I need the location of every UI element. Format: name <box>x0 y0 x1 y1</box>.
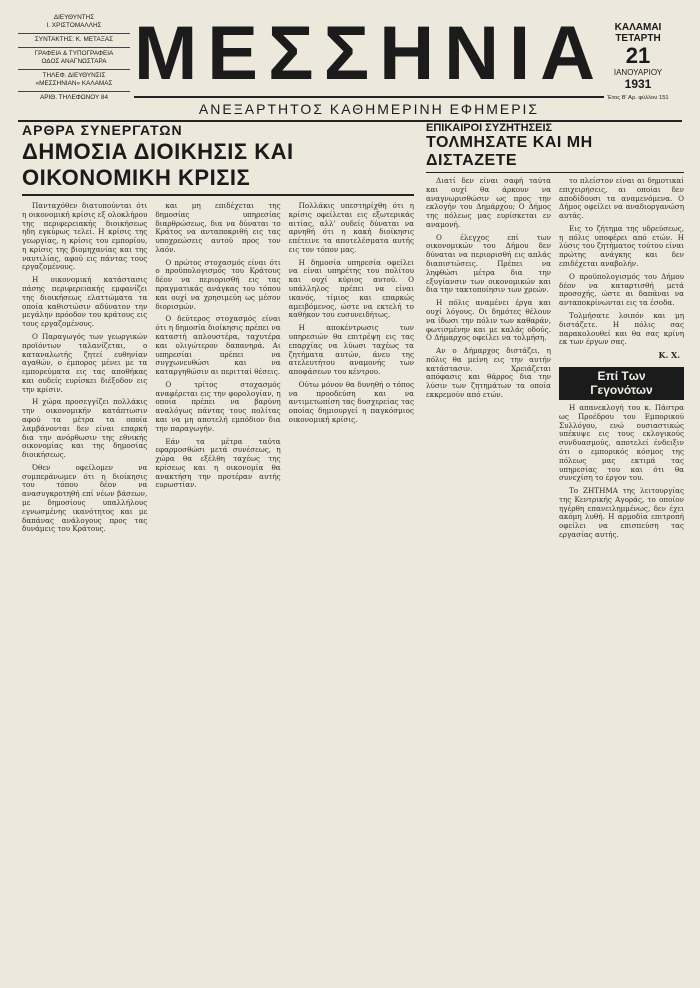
paragraph: Πανταχόθεν διατυπούνται ότι η οικονομική κρίσις εξ ολοκλήρου της περιφερειακής διοικήσεως ηδη εγκύρως τελεί. Η κρίσις της γεωργίας, η κρίσις του εμπορίου, η κρίσις της βιομηχανίας και της ναυτιλίας, αφού εις πάντας τους εργαζομένους. <box>22 201 148 272</box>
article-headline: ΔΗΜΟΣΙΑ ΔΙΟΙΚΗΣΙΣ ΚΑΙ ΟΙΚΟΝΟΜΙΚΗ ΚΡΙΣΙΣ <box>22 139 414 196</box>
paragraph: Η χώρα προσεγγίζει πολλάκις την οικονομικήν κατάπτωσιν αφού τα μέτρα τα οποία λαμβάνονται δεν είναι επαρκή δια την ανόρθωσιν της εθνικής οικονομίας και της δημοσίας διοικήσεως. <box>22 397 148 460</box>
events-box-title: Επί Των Γεγονότων <box>559 367 684 400</box>
paragraph: Τολμήσατε λοιπόν και μη διστάζετε. Η πόλις σας παρακολουθεί και θα σας κρίνη εκ των έργων σας. <box>559 310 684 347</box>
issue-number: Έτος Β' Αρ. φύλλου 151 <box>607 95 669 101</box>
article-section-label: ΑΡΘΡΑ ΣΥΝΕΡΓΑΤΩΝ <box>22 122 183 138</box>
writer-name: ΣΥΝΤΑΚΤΗΣ: Κ. ΜΕΤΑΞΑΣ <box>34 36 114 43</box>
paragraph: Ο δεύτερος στοχασμός είναι ότι η δημοσία διοίκησις πρέπει να καταστή απλουστέρα, ταχυτέρα και ολιγώτερον δαπανηρά. Αι υπηρεσίαι πρέπει να συγχωνευθώσι και να καταργηθώσιν αι περιτταί θέσεις. <box>155 314 281 377</box>
telephone-number: ΑΡΙΘ. ΤΗΛΕΦΩΝΟΥ 84 <box>39 94 109 101</box>
office-label: ΓΡΑΦΕΙΑ & ΤΥΠΟΓΡΑΦΕΙΑ <box>34 50 114 57</box>
paragraph: και μη επιδέχεται της δημοσίας υπηρεσίας διαρθρώσεως, δια να δύναται το Κράτος να ανταποκριθή εις τας υποχρεώσεις αυτού προς τον λαόν. <box>155 201 281 254</box>
paragraph: Όθεν οφείλομεν να συμπεράνωμεν ότι η διοίκησις του τόπου δέον να ανασυγκροτηθή επί νέων βάσεων, με δημοσίους υπαλλήλους εγνωσμένης ικανότητος και με δαπάνας ανάλογους προς τας δυνάμεις του Κράτους. <box>22 462 148 534</box>
paragraph: Ο έλεγχος επί των οικονομικών του Δήμου δεν δύναται να περιορισθή εις απλάς διαπιστώσεις. Πρέπει να ληφθώσι μέτρα δια την εξυγίανσιν των οικονομικών και δια την τακτοποίησιν των χρεών. <box>426 232 551 295</box>
paragraph: Ο πρώτος στοχασμός είναι ότι ο προϋπολογισμός του Κράτους δέον να περιορισθή εις τας πραγματικάς ανάγκας του τόπου και ουχί να χρησιμεύη ως μέσον διορισμών. <box>155 257 281 311</box>
masthead <box>18 12 682 122</box>
side-column-2 <box>559 177 684 544</box>
main-article <box>22 122 414 982</box>
article-column-2 <box>155 202 280 538</box>
side-section-label: ΕΠΙΚΑΙΡΟΙ ΣΥΖΗΤΗΣΕΙΣ <box>426 122 553 134</box>
paragraph: Πολλάκις υπεστηρίχθη ότι η κρίσις οφείλεται εις εξωτερικάς αιτίας, αλλ' ουδείς δύναται να αρνηθή ότι η κακή διοίκησις επέτεινε τα αποτελέσματα αυτής εις τον τόπον μας. <box>288 201 414 254</box>
newspaper-subtitle: ΑΝΕΞΑΡΤΗΤΟΣ ΚΑΘΗΜΕΡΙΝΗ ΕΦΗΜΕΡΙΣ <box>134 96 604 117</box>
article-signature: Κ. Χ. <box>658 350 680 361</box>
paragraph: Η δημοσία υπηρεσία οφείλει να είναι υπηρέτης του πολίτου και ουχί κύριος αυτού. Ο υπάλληλος πρέπει να είναι ικανός, τίμιος και επαρκώς αμειβόμενος, ώστε να εκτελή το καθήκον του ευσυνειδήτως. <box>288 257 414 320</box>
paragraph: Η πόλις αναμένει έργα και ουχί λόγους. Οι δημότες θέλουν να ίδωσι την πόλιν των καθαράν, φωτισμένην και με καλάς οδούς. Ο Δήμαρχος οφείλει να τολμήση. <box>426 298 551 343</box>
paragraph: Αν ο Δήμαρχος διστάζει, η πόλις θα μείνη εις την αυτήν κατάστασιν. Χρειάζεται απόφασις και θάρρος δια την λύσιν των ζητημάτων τα οποία εκκρεμούν από ετών. <box>426 346 551 399</box>
side-article <box>426 122 684 982</box>
newspaper-title: ΜΕΣΣΗΝΙΑ <box>134 11 605 96</box>
article-column-3 <box>289 202 414 538</box>
year: 1931 <box>624 77 652 91</box>
telegram-address: «ΜΕΣΣΗΝΙΑΝ» ΚΑΛΑΜΑΣ <box>35 80 113 87</box>
paragraph: Η απανεκλογή του κ. Πάστρα ως Προέδρου του Εμπορικού Συλλόγου, ενώ ουσιαστικώς υπέκυψε εις τους εκλογικούς συνδυασμούς, αποτελεί ένδειξιν ότι ο εμπορικός κόσμος της πόλεως μας εκτιμά τας υπηρεσίας του και ότι θα συνεχίση το έργον του. <box>559 403 684 483</box>
city: ΚΑΛΑΜΑΙ <box>614 22 662 33</box>
newspaper-title-block <box>134 12 604 120</box>
month: ΙΑΝΟΥΑΡΙΟΥ <box>613 68 663 77</box>
paragraph: Η οικονομική κατάστασις πάσης περιφερειακής εμφανίζει της διοικήσεως ελαττώματα τα οποία καθιστώσιν αδύνατον την μεγάλην πρόοδον του κράτους εις τους εργαζομένους. <box>22 275 148 329</box>
side-column-1 <box>426 177 551 544</box>
weekday: ΤΕΤΑΡΤΗ <box>615 33 661 44</box>
paragraph: Το ΖΗΤΗΜΑ της λειτουργίας της Κεντρικής Αγοράς, το οποίον ηγέρθη επανειλημμένως, δεν έχει ακόμη λυθή. Η αρμοδία επιτροπή οφείλει να επισπεύση τας εργασίας αυτής. <box>559 486 684 539</box>
paragraph: το πλείστον είναι αι δημοτικαί επιχειρήσεις, αι οποίαι δεν αποδίδουσι τα αναμενόμενα. Ο Δήμος οφείλει να αναδιοργανώση αυτάς. <box>559 176 684 221</box>
paragraph: Η αποκέντρωσις των υπηρεσιών θα επιτρέψη εις τας επαρχίας να λύωσι ταχέως τα ζητήματα αυτών, άνευ της ατελευτήτου αναμονής των αποφάσεων του κέντρου. <box>288 323 414 377</box>
paragraph: Διατί δεν είναι σαφή ταύτα και ουχί θα άρκουν να αναγνωρισθώσιν ως προς την εκλογήν του Δημάρχου; Ο Δήμος της πόλεως μας ευρίσκεται εν αναμονή. <box>426 176 551 229</box>
article-column-1 <box>22 202 147 538</box>
editor-name: Ι. ΧΡΙΣΤΟΜΑΛΛΗΣ <box>46 22 102 29</box>
paragraph: Εάν τα μέτρα ταύτα εφαρμοσθώσι μετά συνέσεως, η χώρα θα εξέλθη ταχέως της κρίσεως και η οικονομία θα ανακτήση την προτέραν αυτής ευρωστίαν. <box>155 436 281 490</box>
paragraph: Ο προϋπολογισμός του Δήμου δέον να καταρτισθή μετά προσοχής, ώστε αι δαπάναι να ανταποκρίνωνται εις τα έσοδα. <box>559 271 684 308</box>
date-block <box>594 12 682 120</box>
paragraph: Εις το ζήτημα της υδρεύσεως, η πόλις υποφέρει από ετών. Η λύσις του ζητήματος τούτου είναι πρώτης ανάγκης και δεν επιδέχεται αναβολήν. <box>559 223 684 269</box>
telegram-label: ΤΗΛΕΦ. ΔΙΕΥΘΥΝΣΙΣ <box>42 72 106 79</box>
day-number: 21 <box>625 43 651 68</box>
paragraph: Ούτω μόνον θα δυνηθή ο τόπος να προοδεύση και να αντιμετωπίση τας δυσχερείας τας οποίας δημιουργεί η παγκόσμιος οικονομική κρίσις. <box>288 379 414 424</box>
side-headline: ΤΟΛΜΗΣΑΤΕ ΚΑΙ ΜΗ ΔΙΣΤΑΖΕΤΕ <box>426 134 684 173</box>
editor-info <box>18 12 130 120</box>
editor-title: ΔΙΕΥΘΥΝΤΗΣ <box>53 14 95 21</box>
paragraph: Ο τρίτος στοχασμός αναφέρεται εις την φορολογίαν, η οποία πρέπει να βαρύνη αναλόγως πάντας τους πολίτας και να μη αποτελή εμπόδιον δια την παραγωγήν. <box>155 379 281 433</box>
office-address: ΟΔΟΣ ΑΝΑΓΝΩΣΤΑΡΑ <box>41 58 107 65</box>
paragraph: Ο Παραγωγός των γεωργικών προϊόντων ταλανίζεται, ο καταναλωτής ζητεί ευθηνίαν αγαθών, ο έμπορος μένει με τα εμπορεύματα εις τας αποθήκας και ουδείς ευρίσκει διέξοδον εις την κρίσιν. <box>22 331 148 394</box>
